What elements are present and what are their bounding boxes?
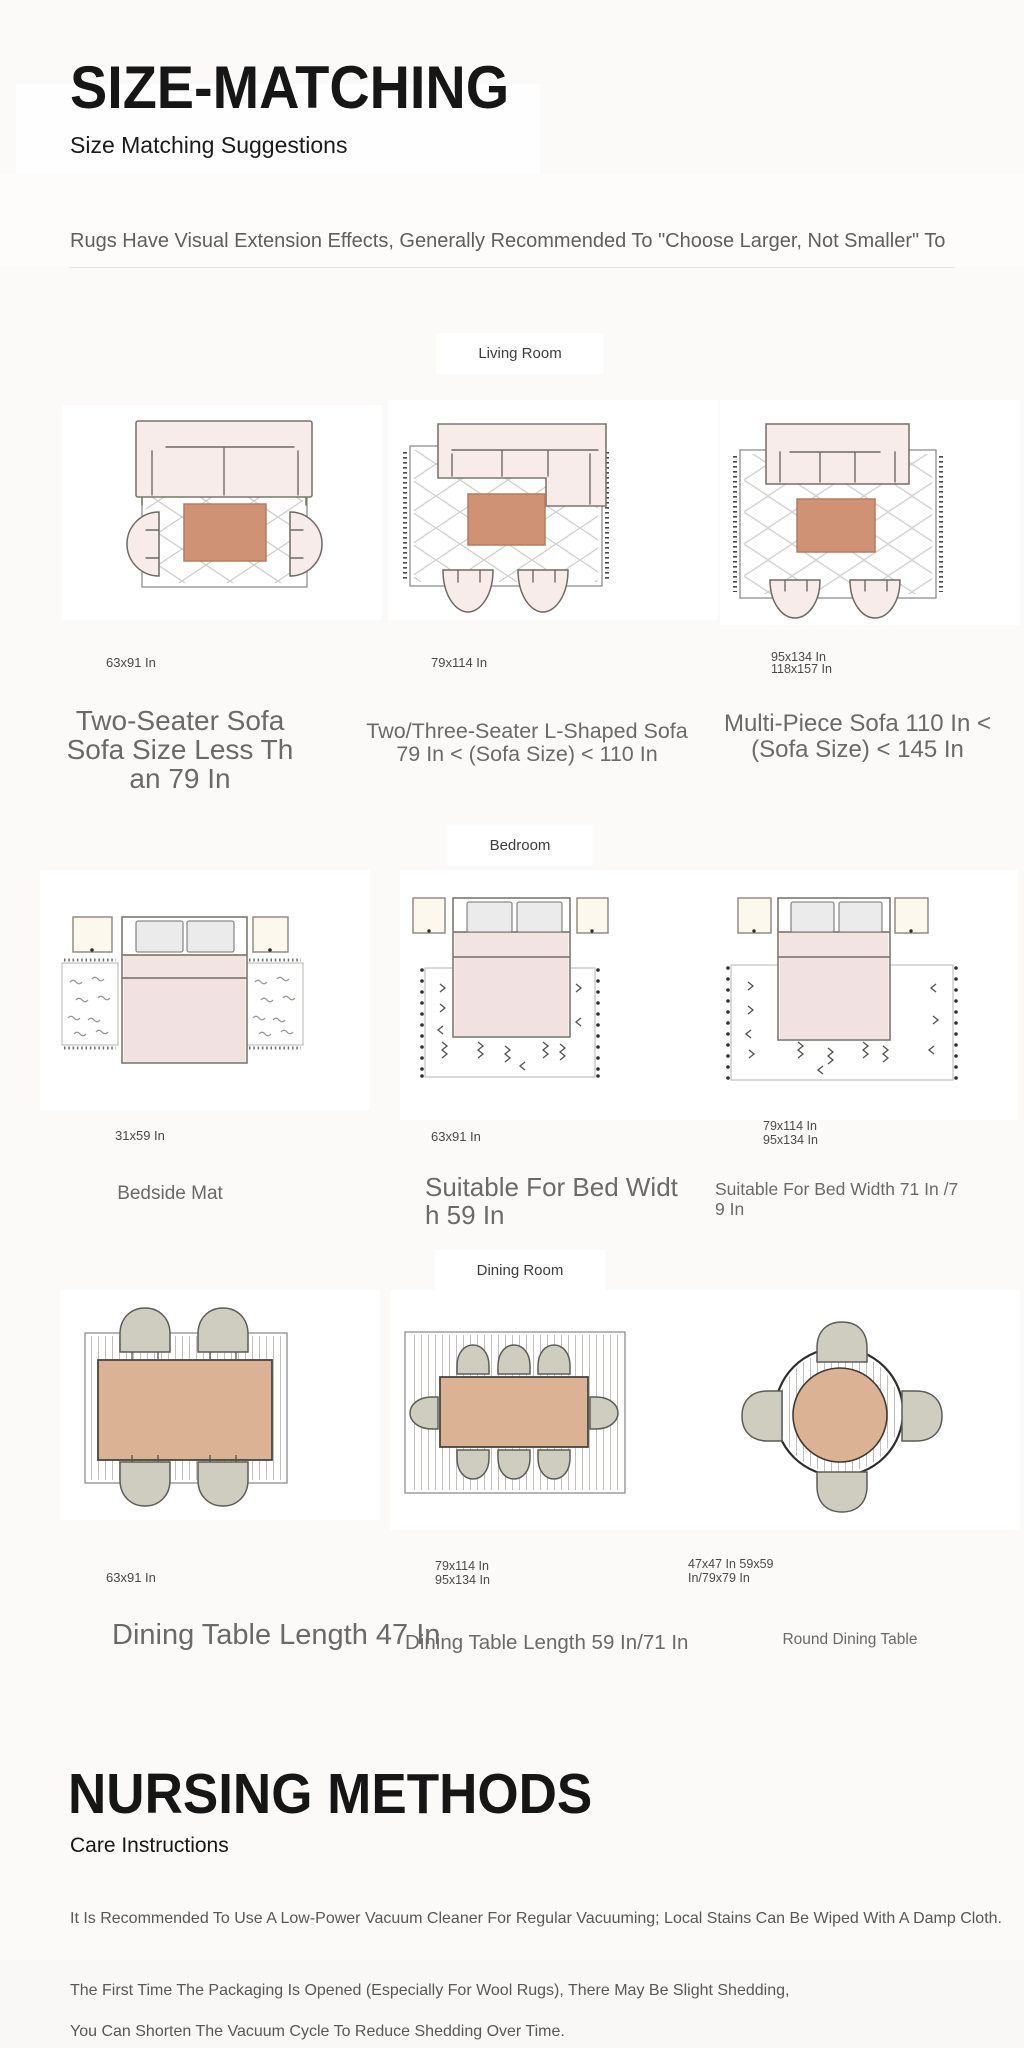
dining-caption-2 bbox=[390, 1560, 730, 1655]
size-label: 63x91 In bbox=[106, 655, 156, 670]
living-caption-2 bbox=[362, 655, 692, 766]
section-label-bedroom: Bedroom bbox=[448, 825, 593, 866]
bedroom-caption-3 bbox=[700, 1120, 1015, 1219]
dining-caption-3 bbox=[685, 1558, 1015, 1649]
size-label: 79x114 In bbox=[431, 655, 488, 670]
living-diagram-multi-piece-sofa bbox=[720, 400, 1020, 625]
page-subtitle: Size Matching Suggestions bbox=[70, 132, 348, 158]
care-title: NURSING METHODS bbox=[68, 1762, 593, 1826]
bedroom-diagram-bed-71in-svg bbox=[723, 870, 1018, 1120]
caption: Bedside Mat bbox=[117, 1183, 223, 1204]
caption: Suitable For Bed Width 59 In bbox=[425, 1172, 678, 1230]
dining-diagram-table-47in bbox=[60, 1290, 380, 1520]
living-caption-3 bbox=[700, 652, 1015, 763]
size-labels bbox=[66, 1570, 311, 1585]
living-diagram-two-seater-sofa bbox=[62, 405, 382, 620]
divider bbox=[70, 267, 955, 268]
bedroom-diagram-bedside-mat bbox=[40, 870, 370, 1110]
size-labels bbox=[45, 1128, 295, 1143]
dining-diagram-table-59in bbox=[390, 1290, 730, 1530]
bedroom-caption-2 bbox=[400, 1129, 700, 1229]
intro-band bbox=[0, 174, 1024, 267]
caption: Two/Three-Seater L-Shaped Sofa 79 In < (Sofa Size) < 110 In bbox=[366, 719, 688, 767]
size-label: 63x91 In bbox=[431, 1129, 481, 1144]
section-label-dining-room: Dining Room bbox=[435, 1250, 606, 1291]
size-label: 79x114 In bbox=[763, 1119, 817, 1133]
dining-diagram-round-table-svg bbox=[730, 1290, 1020, 1530]
bedroom-diagram-bed-71in bbox=[723, 870, 1018, 1120]
caption: Multi-Piece Sofa 110 In < (Sofa Size) < 145 In bbox=[723, 710, 992, 763]
caption: Round Dining Table bbox=[782, 1631, 918, 1648]
size-label: 79x114 In bbox=[435, 1559, 489, 1573]
bedroom-diagram-bedside-mat-svg bbox=[40, 870, 370, 1110]
bedroom-diagram-bed-59in bbox=[400, 870, 730, 1120]
bedroom-diagram-bed-59in-svg bbox=[400, 870, 730, 1120]
dining-diagram-round-table bbox=[730, 1290, 1020, 1530]
size-label: 95x134 In bbox=[763, 1132, 818, 1147]
care-line-1: It Is Recommended To Use A Low-Power Vacuum Cleaner For Regular Vacuuming; Local Stains Can Be Wiped With A Damp Cloth. bbox=[70, 1910, 1002, 1927]
size-labels bbox=[685, 1558, 1015, 1585]
size-labels bbox=[700, 652, 1015, 675]
size-labels bbox=[66, 655, 294, 670]
page-title: SIZE-MATCHING bbox=[70, 54, 510, 121]
living-diagram-l-shaped-sofa-svg bbox=[388, 400, 718, 620]
dining-diagram-table-59in-svg bbox=[390, 1290, 730, 1530]
caption: Two-Seater Sofa Sofa Size Less Than 79 In bbox=[66, 705, 294, 795]
size-label: 31x59 In bbox=[115, 1128, 165, 1143]
size-labels bbox=[362, 655, 692, 670]
intro-note: Rugs Have Visual Extension Effects, Generally Recommended To "Choose Larger, Not Smaller" To bbox=[70, 230, 946, 252]
care-line-3: You Can Shorten The Vacuum Cycle To Reduce Shedding Over Time. bbox=[70, 2023, 565, 2040]
caption: Dining Table Length 47 In bbox=[112, 1619, 441, 1651]
living-diagram-two-seater-sofa-svg bbox=[62, 405, 382, 620]
size-labels bbox=[700, 1120, 1015, 1147]
size-label: 95x134 In bbox=[771, 650, 826, 664]
caption: Suitable For Bed Width 71 In /79 In bbox=[715, 1179, 959, 1220]
living-diagram-multi-piece-sofa-svg bbox=[720, 400, 1020, 625]
living-caption-1 bbox=[66, 655, 294, 793]
size-label: In/79x79 In bbox=[688, 1570, 750, 1585]
size-label: 95x134 In bbox=[435, 1572, 490, 1587]
living-diagram-l-shaped-sofa bbox=[388, 400, 718, 620]
section-label-living-room: Living Room bbox=[436, 333, 603, 374]
care-line-2: The First Time The Packaging Is Opened (Especially For Wool Rugs), There May Be Slight Shedding, bbox=[70, 1982, 790, 1999]
size-label: 47x47 In 59x59 bbox=[688, 1557, 774, 1571]
size-label: 63x91 In bbox=[106, 1570, 156, 1585]
size-label: 118x157 In bbox=[771, 661, 832, 676]
caption: Dining Table Length 59 In/71 In bbox=[405, 1631, 689, 1654]
care-subtitle: Care Instructions bbox=[70, 1834, 229, 1857]
size-labels bbox=[390, 1560, 730, 1587]
size-labels bbox=[400, 1129, 700, 1144]
dining-diagram-table-47in-svg bbox=[60, 1290, 380, 1520]
dining-caption-1 bbox=[66, 1570, 441, 1652]
bedroom-caption-1 bbox=[45, 1128, 295, 1205]
